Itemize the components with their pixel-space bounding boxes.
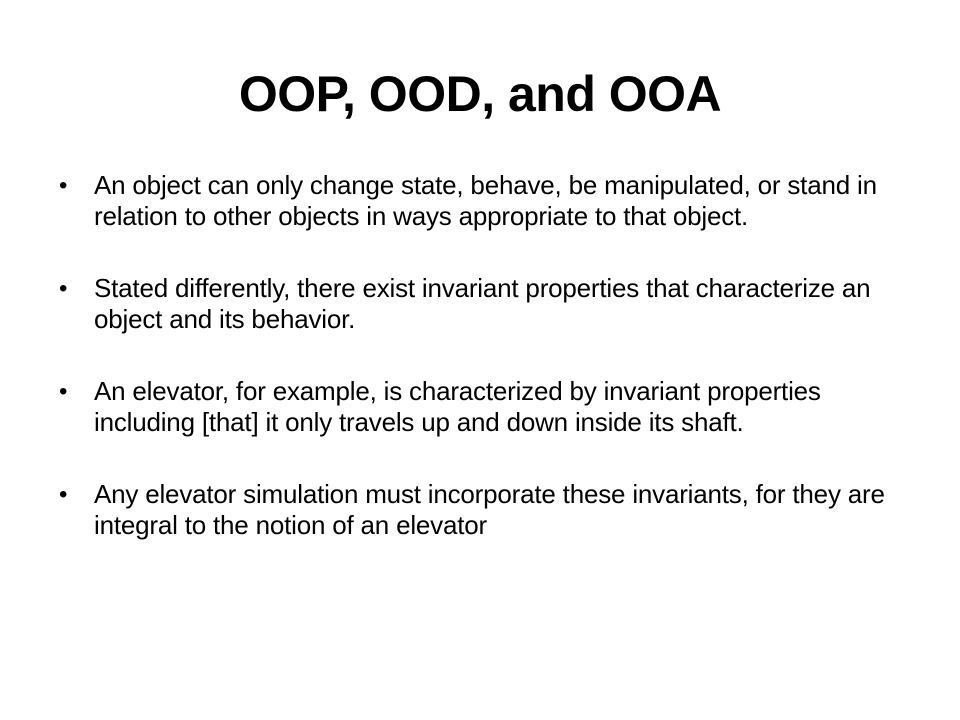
bullet-marker: • bbox=[59, 481, 68, 508]
bullet-text: An object can only change state, behave, be manipulated, or stand in relation to other objects in ways appropriate to that object. bbox=[94, 170, 877, 231]
bullet-marker: • bbox=[59, 172, 68, 199]
bullet-marker: • bbox=[59, 378, 68, 405]
bullet-list bbox=[55, 170, 915, 582]
bullet-text: Stated differently, there exist invariant properties that characterize an object and its behavior. bbox=[94, 273, 871, 334]
bullet-marker: • bbox=[59, 275, 68, 302]
bullet-item bbox=[55, 376, 915, 438]
bullet-item bbox=[55, 170, 915, 232]
slide-title: OOP, OOD, and OOA bbox=[238, 66, 722, 122]
bullet-text: An elevator, for example, is characterized by invariant properties including [that] it only travels up and down inside its shaft. bbox=[94, 376, 821, 437]
bullet-text: Any elevator simulation must incorporate these invariants, for they are integral to the notion of an elevator bbox=[94, 479, 885, 540]
bullet-item bbox=[55, 273, 915, 335]
bullet-item bbox=[55, 479, 915, 541]
